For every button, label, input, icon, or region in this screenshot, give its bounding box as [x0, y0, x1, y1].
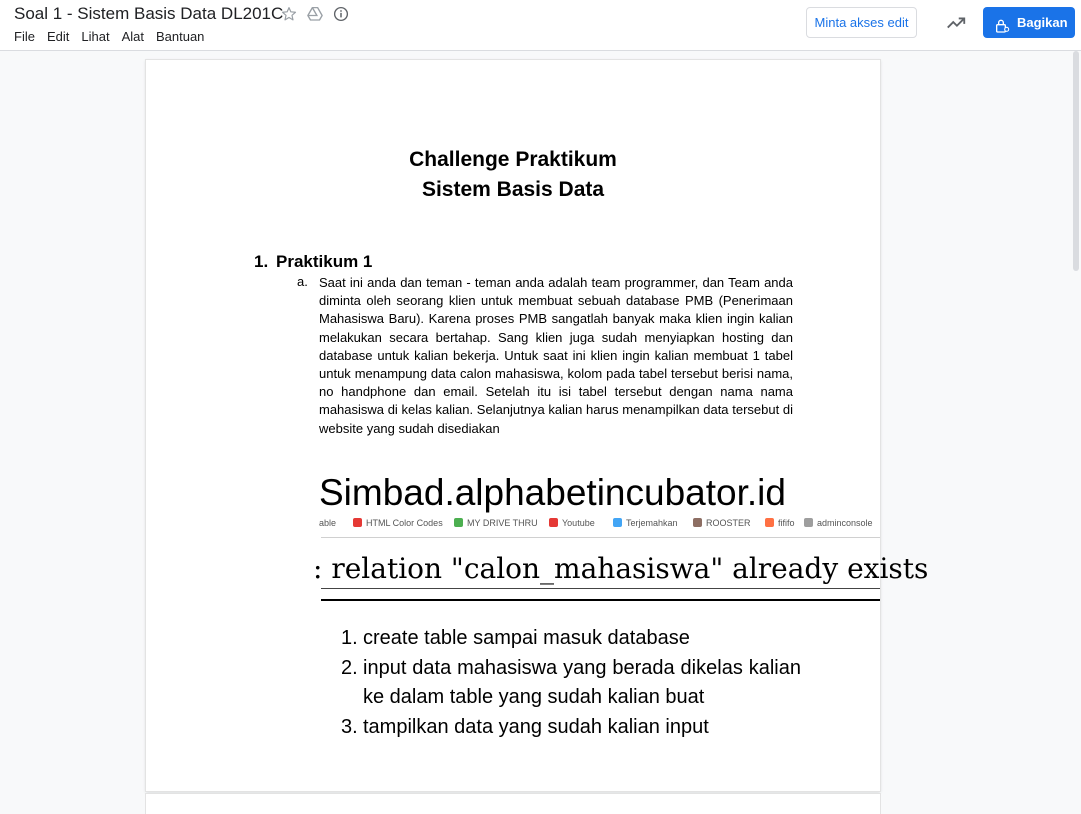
heading-line-2: Sistem Basis Data [421, 178, 605, 201]
bookmark-item: ROOSTER [693, 518, 751, 528]
drive-folder-icon[interactable] [306, 5, 324, 23]
share-button[interactable] [983, 7, 1075, 38]
bookmark-item: Terjemahkan [613, 518, 678, 528]
task-item: 2. input data mahasiswa yang berada dikelas kalian ke dalam table yang sudah kalian buat [341, 656, 801, 708]
bookmark-item: MY DRIVE THRU [454, 518, 538, 528]
request-edit-access-button[interactable]: Minta akses edit [806, 7, 917, 38]
bookmark-item: fififo [765, 518, 795, 528]
next-page[interactable] [146, 794, 880, 814]
bookmark-strip [321, 520, 880, 532]
section-title: Praktikum 1 [276, 252, 373, 271]
menu-file[interactable]: File [14, 29, 35, 44]
docs-header [0, 0, 1081, 51]
list-item-letter: a. [297, 274, 308, 289]
title-actions [280, 5, 350, 23]
bookmark-item: adminconsole [804, 518, 873, 528]
description-paragraph: Saat ini anda dan teman - teman anda adalah team programmer, dan Team anda diminta oleh seorang klien untuk membuat sebuah database PMB (Penerimaan Mahasiswa Baru). Karena proses PMB sangatlah banyak maka klien ingin kalian melakukan secara bertahap. Sang klien juga sudah menyiapkan hosting dan database untuk kalian bekerja. Untuk saat ini klien ingin kalian membuat 1 tabel untuk menampung data calon mahasiswa, kolom pada tabel tersebut berisi nama, no handphone dan email. Setelah itu isi tabel tersebut dengan nama nama mahasiswa di kelas kalian. Selanjutnya kalian harus menampilkan data tersebut di website yang sudah disediakan [319, 275, 793, 436]
info-icon[interactable] [332, 5, 350, 23]
website-url: Simbad.alphabetincubator.id [319, 472, 786, 513]
task-item: 3. tampilkan data yang sudah kalian input [341, 715, 709, 738]
menu-view[interactable]: Lihat [81, 29, 110, 44]
activity-trend-icon[interactable] [945, 12, 967, 34]
menu-bar [14, 29, 216, 45]
heading-line-1: Challenge Praktikum [409, 148, 617, 171]
bookmark-item: able [319, 518, 337, 528]
error-message: : relation "calon_mahasiswa" already exists [313, 552, 929, 585]
document-page[interactable] [146, 60, 929, 791]
lock-icon [994, 14, 1010, 30]
divider [321, 537, 880, 538]
bookmark-item: Youtube [549, 518, 595, 528]
scrollbar-thumb[interactable] [1073, 51, 1079, 271]
share-button-label: Bagikan [1017, 15, 1068, 30]
star-icon[interactable] [280, 5, 298, 23]
bookmark-item: HTML Color Codes [353, 518, 443, 528]
divider [321, 588, 880, 589]
menu-edit[interactable]: Edit [46, 29, 70, 44]
divider [321, 599, 880, 601]
embedded-screenshot [313, 518, 929, 791]
task-list [336, 624, 801, 742]
document-canvas[interactable] [0, 51, 1081, 800]
menu-help[interactable]: Bantuan [155, 29, 205, 44]
document-title[interactable]: Soal 1 - Sistem Basis Data DL201C [14, 4, 284, 23]
menu-tools[interactable]: Alat [121, 29, 144, 44]
vertical-scrollbar[interactable] [1071, 51, 1081, 800]
task-item: 1. create table sampai masuk database [341, 627, 690, 649]
section-number: 1. [254, 252, 269, 271]
